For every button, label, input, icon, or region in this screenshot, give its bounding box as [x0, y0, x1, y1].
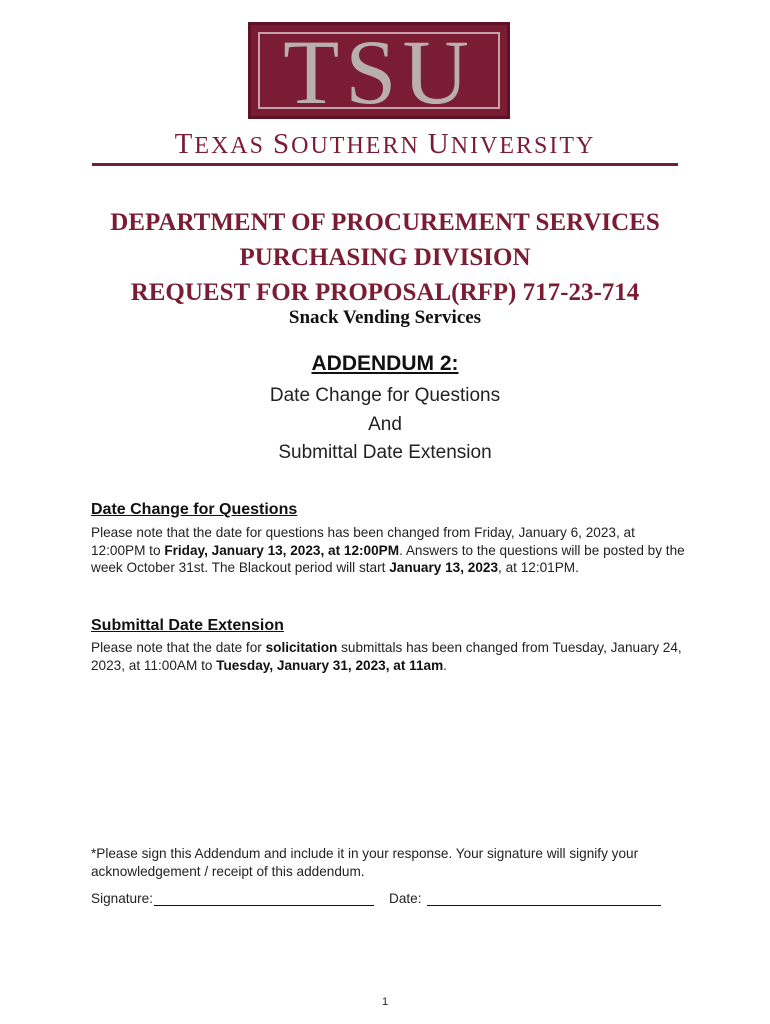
- signature-row: [91, 891, 691, 911]
- section-paragraph-submittal: [91, 639, 691, 674]
- addendum-line-2: And: [368, 413, 402, 435]
- univ-part-1: EXAS: [194, 133, 273, 159]
- para1-text-3: , at 12:01PM.: [498, 560, 579, 576]
- para2-bold-2: Tuesday, January 31, 2023, at 11am: [216, 657, 444, 673]
- section-paragraph-date-change: [91, 524, 691, 577]
- addendum-line-3: Submittal Date Extension: [278, 442, 492, 463]
- para2-bold-1: solicitation: [265, 640, 338, 655]
- document-subtitle: Snack Vending Services: [288, 307, 482, 328]
- logo-text: TSU: [283, 21, 475, 123]
- heading-line-1: DEPARTMENT OF PROCUREMENT SERVICES: [110, 209, 660, 236]
- addendum-line-1: Date Change for Questions: [269, 385, 501, 406]
- header-divider: [92, 163, 678, 166]
- heading-line-3: REQUEST FOR PROPOSAL(RFP) 717-23-714: [130, 279, 640, 306]
- para2-text-1: Please note that the date for: [91, 640, 266, 655]
- univ-part-3: NIVERSITY: [450, 133, 596, 159]
- section-heading-submittal: Submittal Date Extension: [91, 617, 284, 634]
- section-heading-date-change: Date Change for Questions: [91, 501, 298, 518]
- para1-text-1: Please note that the date for questions has been changed from Friday, January 6, 2023, at 12:00PM to: [91, 525, 635, 558]
- signature-line: [154, 905, 374, 906]
- univ-part-2: OUTHERN: [291, 133, 428, 159]
- signature-note: *Please sign this Addendum and include it in your response. Your signature will signify your acknowledgement / receipt of this addendum.: [91, 846, 639, 879]
- signature-label: Signature:: [91, 891, 153, 906]
- para1-text-2: . Answers to the questions will be posted by the week October 31st. The Blackout period will start: [91, 542, 685, 576]
- tsu-logo: [248, 21, 510, 123]
- para2-text-3: .: [443, 657, 447, 673]
- date-line: [427, 905, 661, 906]
- heading-line-2: PURCHASING DIVISION: [239, 244, 531, 271]
- univ-initial-t: T: [174, 128, 195, 160]
- addendum-title: ADDENDUM 2:: [311, 352, 459, 375]
- para1-bold-2: January 13, 2023: [389, 560, 499, 576]
- addendum-description: [0, 382, 770, 468]
- para1-bold-1: Friday, January 13, 2023, at 12:00PM: [164, 542, 400, 558]
- univ-initial-s: S: [272, 128, 292, 160]
- document-heading: [0, 205, 770, 310]
- university-name: [92, 128, 678, 161]
- para2-text-2: submittals has been changed from Tuesday, January 24, 2023, at 11:00AM to: [91, 640, 682, 673]
- date-label: Date:: [389, 891, 422, 906]
- page-number: 1: [381, 996, 389, 1008]
- univ-initial-u: U: [427, 128, 451, 160]
